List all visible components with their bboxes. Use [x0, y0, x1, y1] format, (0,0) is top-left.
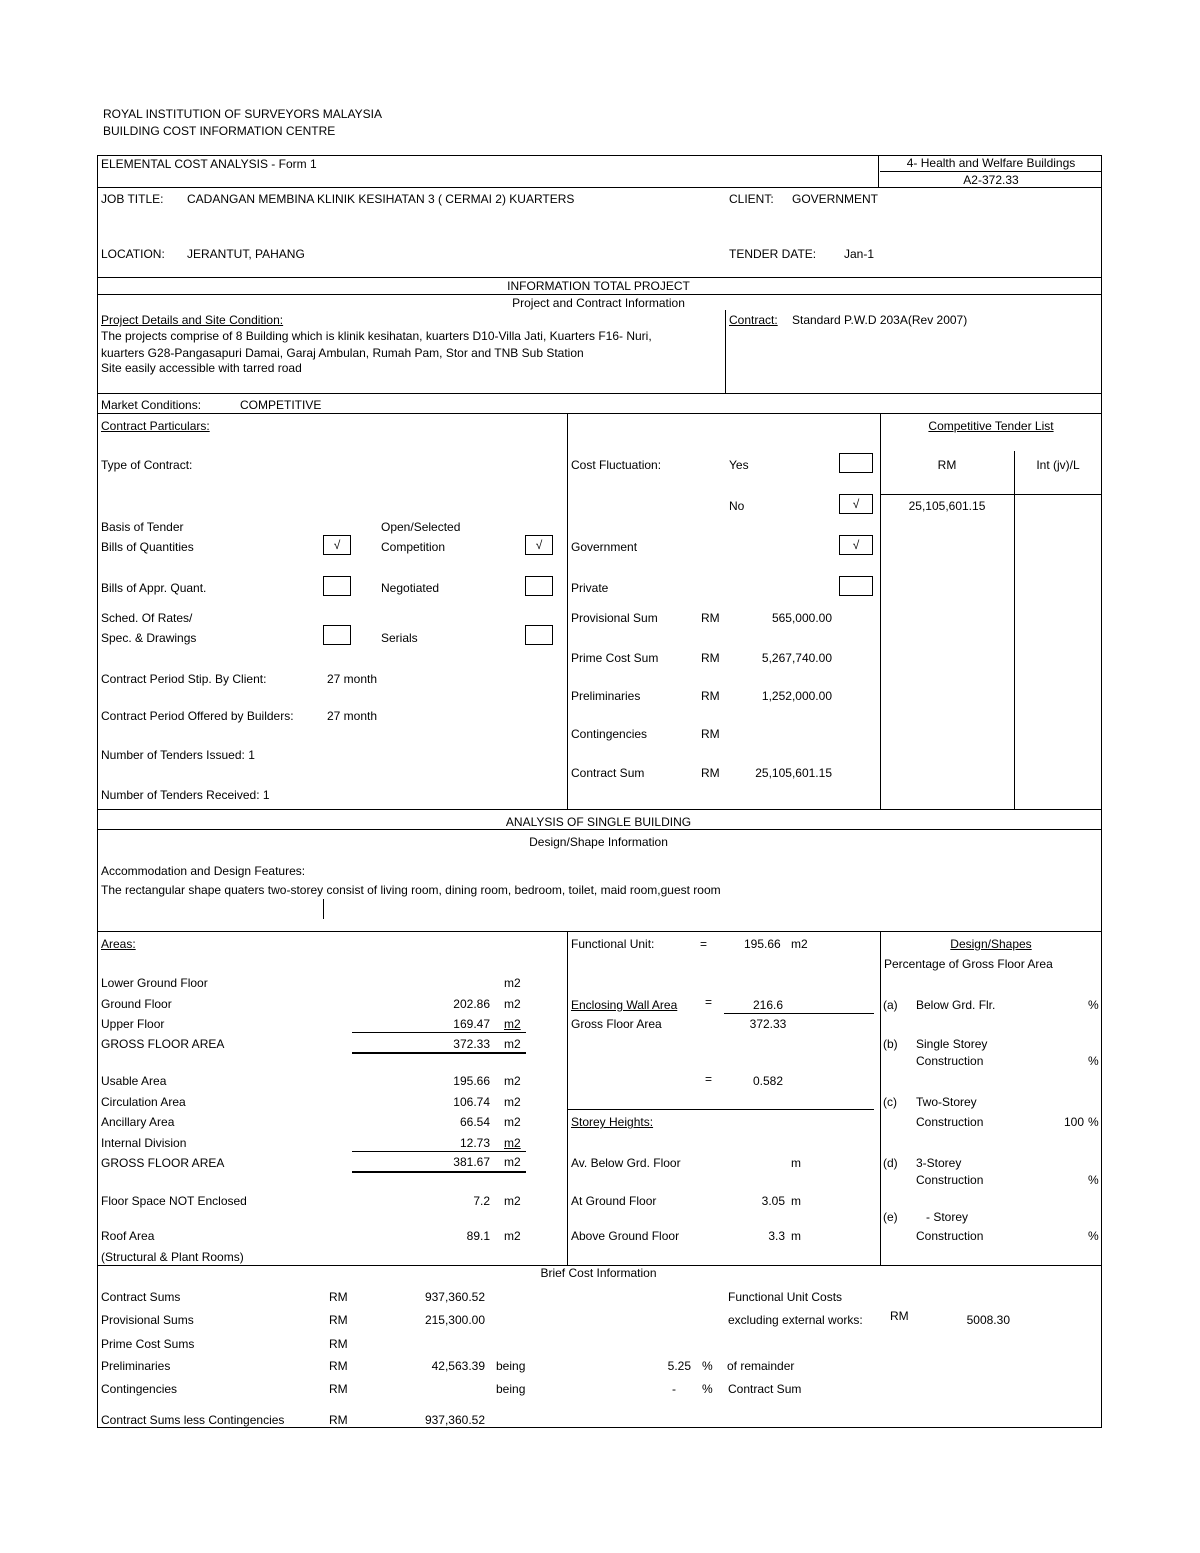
bills-of-appr-label: Bills of Appr. Quant. [101, 581, 207, 595]
prime-cost-value: 5,267,740.00 [761, 651, 832, 665]
being-label: being [496, 1382, 526, 1396]
org-name: ROYAL INSTITUTION OF SURVEYORS MALAYSIA [103, 107, 382, 121]
project-details-label: Project Details and Site Condition: [101, 313, 284, 327]
area-value: 12.73 [459, 1136, 490, 1150]
area-label: Circulation Area [101, 1095, 186, 1109]
design-pct: % [1088, 1173, 1099, 1187]
design-tag: (d) [883, 1156, 898, 1170]
design-item-label: - Storey [926, 1210, 969, 1224]
design-item-label: Construction [916, 1115, 984, 1129]
provisional-sums-value: 215,300.00 [424, 1313, 485, 1327]
contingencies-label: Contingencies [571, 727, 648, 741]
brief-heading: Brief Cost Information [540, 1266, 657, 1280]
design-shapes-subheading: Percentage of Gross Floor Area [884, 957, 1053, 971]
divider [880, 931, 881, 1265]
bills-of-appr-checkbox[interactable] [323, 576, 351, 596]
pct-sign: % [702, 1382, 713, 1396]
above-floor-value: 3.3 [768, 1229, 785, 1243]
currency: RM [329, 1413, 348, 1427]
open-selected-label: Open/Selected [381, 520, 461, 534]
contract-sums-label: Contract Sums [101, 1290, 181, 1304]
divider [97, 809, 1102, 810]
currency: RM [701, 727, 720, 741]
divider [97, 277, 1102, 278]
enclosing-wall-value: 216.6 [752, 998, 784, 1012]
client-value: GOVERNMENT [792, 192, 879, 206]
equals: = [705, 995, 713, 1009]
divider [97, 829, 1102, 830]
pct-sign: % [702, 1359, 713, 1373]
area-value: 7.2 [473, 1194, 490, 1208]
total-line [352, 1052, 526, 1054]
design-tag: (b) [883, 1037, 898, 1051]
contract-label: Contract: [729, 313, 778, 327]
ground-floor-unit: m [791, 1194, 801, 1208]
area-value: 381.67 [453, 1155, 490, 1169]
fluctuation-no-label: No [729, 499, 745, 513]
divider [567, 1109, 874, 1110]
currency: RM [890, 1309, 909, 1323]
period-builders-value: 27 month [327, 709, 378, 723]
fluctuation-yes-checkbox[interactable] [839, 453, 873, 473]
divider [880, 413, 881, 809]
prime-cost-label: Prime Cost Sum [571, 651, 659, 665]
currency: RM [329, 1359, 348, 1373]
design-item-label: Below Grd. Flr. [916, 998, 996, 1012]
fraction-line [724, 1013, 874, 1014]
divider [97, 413, 1102, 414]
building-category: 4- Health and Welfare Buildings [906, 156, 1076, 170]
private-checkbox[interactable] [839, 576, 873, 596]
contract-sums-value: 937,360.52 [424, 1290, 485, 1304]
area-unit: m2 [504, 997, 521, 1011]
divider [567, 413, 568, 809]
area-unit: m2 [504, 1037, 521, 1051]
contract-sum-text: Contract Sum [728, 1382, 802, 1396]
currency: RM [329, 1313, 348, 1327]
government-checkbox[interactable]: √ [839, 535, 873, 555]
design-pct: % [1088, 1229, 1099, 1243]
contract-particulars-heading: Contract Particulars: [101, 419, 210, 433]
spec-drawings-label: Spec. & Drawings [101, 631, 197, 645]
area-value: 372.33 [453, 1037, 490, 1051]
tender-date-label: TENDER DATE: [729, 247, 817, 261]
design-value: 100 [1063, 1115, 1084, 1129]
design-item-label: Two-Storey [916, 1095, 977, 1109]
fluctuation-no-checkbox[interactable]: √ [839, 494, 873, 514]
sched-rates-label: Sched. Of Rates/ [101, 611, 193, 625]
area-unit: m2 [504, 1115, 521, 1129]
area-label: Floor Space NOT Enclosed [101, 1194, 247, 1208]
area-value: 195.66 [453, 1074, 490, 1088]
provisional-sum-label: Provisional Sum [571, 611, 658, 625]
functional-unit-value: 195.66 [744, 937, 781, 951]
below-floor-label: Av. Below Grd. Floor [571, 1156, 681, 1170]
cursor-mark [323, 899, 324, 919]
area-label: Lower Ground Floor [101, 976, 208, 990]
area-value: 202.86 [453, 997, 490, 1011]
org-subtitle: BUILDING COST INFORMATION CENTRE [103, 124, 336, 138]
sum-line [352, 1032, 526, 1033]
period-builders-label: Contract Period Offered by Builders: [101, 709, 294, 723]
area-label: GROSS FLOOR AREA [101, 1037, 225, 1051]
contract-sum-label: Contract Sum [571, 766, 645, 780]
area-unit: m2 [504, 1136, 521, 1150]
area-value: 106.74 [453, 1095, 490, 1109]
area-label: Ground Floor [101, 997, 172, 1011]
bills-of-quantities-checkbox[interactable]: √ [323, 535, 351, 555]
being-label: being [496, 1359, 526, 1373]
sum-line [352, 1151, 526, 1152]
area-label: Upper Floor [101, 1017, 165, 1031]
area-value: 169.47 [453, 1017, 490, 1031]
total-line [352, 1171, 526, 1173]
serials-label: Serials [381, 631, 418, 645]
design-item-label: Construction [916, 1173, 984, 1187]
area-unit: m2 [504, 1229, 521, 1243]
divider [97, 294, 1102, 295]
roof-note: (Structural & Plant Rooms) [101, 1250, 244, 1264]
contingencies-pct: - [672, 1382, 676, 1396]
ground-floor-value: 3.05 [761, 1194, 785, 1208]
competition-checkbox[interactable]: √ [525, 535, 553, 555]
form-title: ELEMENTAL COST ANALYSIS - Form 1 [101, 157, 317, 171]
divider [1014, 451, 1015, 809]
currency: RM [701, 651, 720, 665]
area-value: 89.1 [466, 1229, 490, 1243]
private-label: Private [571, 581, 609, 595]
features-label: Accommodation and Design Features: [101, 864, 306, 878]
area-label: Internal Division [101, 1136, 187, 1150]
location-value: JERANTUT, PAHANG [187, 247, 305, 261]
government-label: Government [571, 540, 638, 554]
preliminaries-pct: 5.25 [667, 1359, 691, 1373]
divider [97, 931, 1102, 932]
functional-unit-costs-label: Functional Unit Costs [728, 1290, 843, 1304]
tender-list-col-rm: RM [937, 458, 957, 472]
analysis-subheading: Design/Shape Information [529, 835, 668, 849]
design-item-label: Single Storey [916, 1037, 988, 1051]
spec-drawings-checkbox[interactable] [323, 625, 351, 645]
divider [880, 171, 1102, 172]
prime-cost-sums-label: Prime Cost Sums [101, 1337, 195, 1351]
contract-sum-value: 25,105,601.15 [755, 766, 832, 780]
client-label: CLIENT: [729, 192, 774, 206]
design-item-label: Construction [916, 1229, 984, 1243]
job-title: CADANGAN MEMBINA KLINIK KESIHATAN 3 ( CERMAI 2) KUARTERS [187, 192, 575, 206]
functional-unit-cost-value: 5008.30 [966, 1313, 1010, 1327]
divider [878, 155, 879, 187]
currency: RM [329, 1337, 348, 1351]
job-title-label: JOB TITLE: [101, 192, 164, 206]
design-item-label: Construction [916, 1054, 984, 1068]
area-unit: m2 [504, 1017, 521, 1031]
preliminaries-label: Preliminaries [571, 689, 641, 703]
area-value: 66.54 [459, 1115, 490, 1129]
area-unit: m2 [504, 976, 521, 990]
area-label: Usable Area [101, 1074, 167, 1088]
design-pct: % [1088, 1115, 1099, 1129]
contract-value: Standard P.W.D 203A(Rev 2007) [792, 313, 968, 327]
area-unit: m2 [504, 1194, 521, 1208]
location-label: LOCATION: [101, 247, 165, 261]
functional-unit-label: Functional Unit: [571, 937, 655, 951]
period-client-value: 27 month [327, 672, 378, 686]
areas-heading: Areas: [101, 937, 136, 951]
brief-preliminaries-label: Preliminaries [101, 1359, 171, 1373]
above-floor-unit: m [791, 1229, 801, 1243]
serials-checkbox[interactable] [525, 625, 553, 645]
less-contingencies-label: Contract Sums less Contingencies [101, 1413, 285, 1427]
market-conditions-value: COMPETITIVE [240, 398, 322, 412]
below-floor-unit: m [791, 1156, 801, 1170]
project-details-line: Site easily accessible with tarred road [101, 361, 302, 375]
negotiated-checkbox[interactable] [525, 576, 553, 596]
preliminaries-value: 1,252,000.00 [761, 689, 832, 703]
area-label: GROSS FLOOR AREA [101, 1156, 225, 1170]
design-tag: (a) [883, 998, 898, 1012]
currency: RM [329, 1290, 348, 1304]
area-unit: m2 [504, 1074, 521, 1088]
period-client-label: Contract Period Stip. By Client: [101, 672, 267, 686]
divider [567, 931, 568, 1265]
divider [97, 393, 1102, 394]
market-conditions-label: Market Conditions: [101, 398, 202, 412]
equals: = [700, 937, 708, 951]
negotiated-label: Negotiated [381, 581, 440, 595]
divider [97, 187, 1102, 188]
provisional-sums-label: Provisional Sums [101, 1313, 194, 1327]
competition-label: Competition [381, 540, 446, 554]
tenders-received: Number of Tenders Received: 1 [101, 788, 270, 802]
currency: RM [701, 689, 720, 703]
excluding-external-label: excluding external works: [728, 1313, 863, 1327]
area-label: Ancillary Area [101, 1115, 175, 1129]
tender-date-value: Jan-1 [844, 247, 875, 261]
tender-list-value: 25,105,601.15 [908, 499, 986, 513]
of-remainder-label: of remainder [727, 1359, 795, 1373]
project-details-line: The projects comprise of 8 Building which is klinik kesihatan, kuarters D10-Villa Jati, Kuarters F16- Nuri, [101, 329, 652, 343]
tenders-issued: Number of Tenders Issued: 1 [101, 748, 255, 762]
analysis-heading: ANALYSIS OF SINGLE BUILDING [505, 815, 692, 829]
functional-unit-suffix: m2 [791, 937, 808, 951]
area-label: Roof Area [101, 1229, 155, 1243]
above-floor-label: Above Ground Floor [571, 1229, 680, 1243]
cost-fluctuation-label: Cost Fluctuation: [571, 458, 662, 472]
tender-list-heading: Competitive Tender List [928, 419, 1054, 433]
currency: RM [701, 766, 720, 780]
type-of-contract-label: Type of Contract: [101, 458, 193, 472]
gross-floor-area-value: 372.33 [749, 1017, 787, 1031]
basis-of-tender-label: Basis of Tender [101, 520, 184, 534]
area-unit: m2 [504, 1155, 521, 1169]
design-pct: % [1088, 998, 1099, 1012]
bills-of-quantities-label: Bills of Quantities [101, 540, 194, 554]
design-tag: (c) [883, 1095, 897, 1109]
form-code: A2-372.33 [963, 173, 1019, 187]
design-item-label: 3-Storey [916, 1156, 962, 1170]
tender-list-col-int: Int (jv)/L [1036, 458, 1080, 472]
project-details-line: kuarters G28-Pangasapuri Damai, Garaj Ambulan, Rumah Pam, Stor and TNB Sub Station [101, 346, 584, 360]
currency: RM [329, 1382, 348, 1396]
divider [725, 310, 726, 393]
provisional-sum-value: 565,000.00 [771, 611, 832, 625]
section-subheading: Project and Contract Information [512, 296, 685, 310]
design-pct: % [1088, 1054, 1099, 1068]
fluctuation-yes-label: Yes [729, 458, 749, 472]
divider [880, 494, 1102, 495]
design-shapes-heading: Design/Shapes [950, 937, 1032, 951]
area-unit: m2 [504, 1095, 521, 1109]
brief-contingencies-label: Contingencies [101, 1382, 178, 1396]
storey-heights-heading: Storey Heights: [571, 1115, 654, 1129]
equals: = [705, 1072, 713, 1086]
brief-preliminaries-value: 42,563.39 [431, 1359, 485, 1373]
features-text: The rectangular shape quaters two-storey consist of living room, dining room, bedroom, toilet, maid room,guest room [101, 883, 721, 897]
section-heading: INFORMATION TOTAL PROJECT [507, 279, 690, 293]
enclosing-wall-label: Enclosing Wall Area [571, 998, 678, 1012]
currency: RM [701, 611, 720, 625]
design-tag: (e) [883, 1210, 898, 1224]
less-contingencies-value: 937,360.52 [424, 1413, 485, 1427]
gross-floor-area-label: Gross Floor Area [571, 1017, 662, 1031]
ground-floor-label: At Ground Floor [571, 1194, 657, 1208]
wall-floor-ratio: 0.582 [752, 1074, 784, 1088]
